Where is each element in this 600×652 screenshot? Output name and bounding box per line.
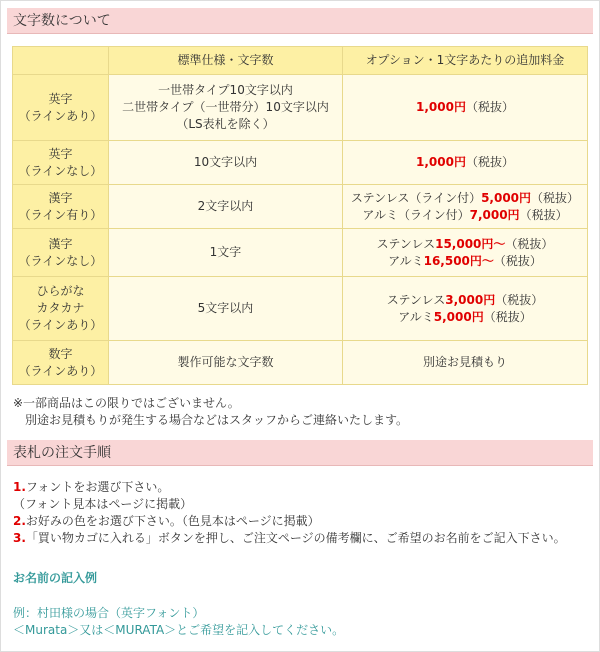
section-heading-order-steps: 表札の注文手順 <box>7 440 593 466</box>
row-heading <box>13 185 109 229</box>
option-price-line <box>347 292 583 309</box>
row-heading-line: （ラインなし） <box>18 253 103 268</box>
standard-spec-cell <box>109 141 343 185</box>
row-heading-line: （ラインあり） <box>18 363 103 378</box>
table-header-cell: 標準仕様・文字数 <box>109 47 343 75</box>
tax-note: （税抜） <box>505 236 554 251</box>
table-row <box>13 75 588 141</box>
step-text: お好みの色をお選び下さい。（色見本はページに掲載） <box>25 514 320 528</box>
row-heading-line: （ライン有り） <box>18 207 103 222</box>
tax-note: （税抜） <box>519 207 568 222</box>
tax-note: （税抜） <box>483 309 532 324</box>
step-number: 2. <box>13 514 26 528</box>
row-heading-line: カタカナ <box>36 301 85 315</box>
example-line: ＜Murata＞又は＜MURATA＞とご希望を記入してください。 <box>13 623 345 637</box>
table-header-cell: オプション・1文字あたりの追加料金 <box>343 47 588 75</box>
price-label: ステンレス <box>376 236 436 251</box>
price-amount: 1,000円 <box>416 100 466 114</box>
standard-spec-line: 二世帯タイプ（一世帯分）10文字以内 <box>122 100 329 114</box>
option-price-line <box>347 253 583 270</box>
standard-spec-cell <box>109 185 343 229</box>
step-line <box>13 530 566 547</box>
option-price-line <box>347 190 583 207</box>
table-row <box>13 277 588 341</box>
table-row <box>13 141 588 185</box>
option-price-line <box>347 154 583 171</box>
table-header-row <box>13 47 588 75</box>
row-heading <box>13 141 109 185</box>
price-amount: 5,000円 <box>433 309 484 324</box>
option-price-line <box>347 354 583 371</box>
standard-spec-cell <box>109 341 343 385</box>
option-price-cell <box>343 185 588 229</box>
standard-spec-cell <box>109 229 343 277</box>
table-row <box>13 229 588 277</box>
price-amount: 5,000円 <box>481 190 532 205</box>
example-text <box>13 605 344 639</box>
standard-spec-line: 5文字以内 <box>197 301 254 315</box>
tax-note: （税抜） <box>531 190 580 205</box>
option-price-cell <box>343 341 588 385</box>
option-price-line <box>347 99 583 116</box>
row-heading-line: 英字 <box>48 146 73 161</box>
example-title: お名前の記入例 <box>13 571 98 585</box>
standard-spec-line: 1文字 <box>209 245 242 259</box>
row-heading-line: 漢字 <box>48 190 73 205</box>
step-line <box>13 513 566 530</box>
row-heading <box>13 277 109 341</box>
note-line: ※一部商品はこの限りではございません。 <box>13 396 240 410</box>
price-label: アルミ <box>398 309 434 324</box>
option-price-line <box>347 309 583 326</box>
step-text: （フォント見本はページに掲載） <box>13 497 193 511</box>
standard-spec-cell <box>109 75 343 141</box>
example-line: 例：村田様の場合（英字フォント） <box>13 606 205 620</box>
row-heading <box>13 341 109 385</box>
option-price-cell <box>343 277 588 341</box>
standard-spec-line: 10文字以内 <box>193 155 258 169</box>
note-line: 別途お見積もりが発生する場合などはスタッフからご連絡いたします。 <box>13 413 409 427</box>
table-note <box>13 395 408 429</box>
standard-spec-line: 製作可能な文字数 <box>177 355 274 369</box>
table-row <box>13 185 588 229</box>
step-text: 「買い物カゴに入れる」ボタンを押し、ご注文ページの備考欄に、ご希望のお名前をご記入下さい。 <box>25 531 566 545</box>
row-heading <box>13 75 109 141</box>
step-line <box>13 496 566 513</box>
tax-note: （税抜） <box>465 100 514 114</box>
step-number: 1. <box>13 480 26 494</box>
standard-spec-line: 2文字以内 <box>197 199 254 213</box>
section-heading-character-count: 文字数について <box>7 8 593 34</box>
step-line <box>13 479 566 496</box>
row-heading-line: 漢字 <box>48 236 73 251</box>
price-label: ステンレス <box>386 292 446 307</box>
tax-note: （税抜） <box>493 253 542 268</box>
option-price-line <box>347 236 583 253</box>
option-price-cell <box>343 141 588 185</box>
price-amount: 16,500円～ <box>423 253 494 268</box>
tax-note: （税抜） <box>495 292 544 307</box>
price-label: アルミ <box>388 253 424 268</box>
order-steps <box>13 479 566 547</box>
option-price-cell <box>343 229 588 277</box>
price-label: アルミ（ライン付） <box>362 207 470 222</box>
row-heading <box>13 229 109 277</box>
price-amount: 7,000円 <box>469 207 520 222</box>
step-text: フォントをお選び下さい。 <box>25 480 170 494</box>
row-heading-line: ひらがな <box>36 284 85 298</box>
standard-spec-line: 一世帯タイプ10文字以内 <box>158 83 293 97</box>
option-price-line <box>347 207 583 224</box>
row-heading-line: （ラインあり） <box>18 318 103 332</box>
standard-spec-line: （LS表札を除く） <box>176 117 275 131</box>
option-price-cell <box>343 75 588 141</box>
standard-spec-cell <box>109 277 343 341</box>
price-amount: 15,000円～ <box>435 236 506 251</box>
row-heading-line: （ラインなし） <box>18 163 103 178</box>
table-header-cell <box>13 47 109 75</box>
price-label: 別途お見積もり <box>422 355 507 369</box>
step-number: 3. <box>13 531 26 545</box>
price-amount: 1,000円 <box>416 155 466 169</box>
row-heading-line: （ラインあり） <box>18 108 103 123</box>
row-heading-line: 英字 <box>48 91 73 106</box>
tax-note: （税抜） <box>465 155 514 169</box>
price-amount: 3,000円 <box>445 292 496 307</box>
row-heading-line: 数字 <box>48 346 73 361</box>
price-label: ステンレス（ライン付） <box>350 190 482 205</box>
pricing-table <box>12 46 588 385</box>
table-row <box>13 341 588 385</box>
